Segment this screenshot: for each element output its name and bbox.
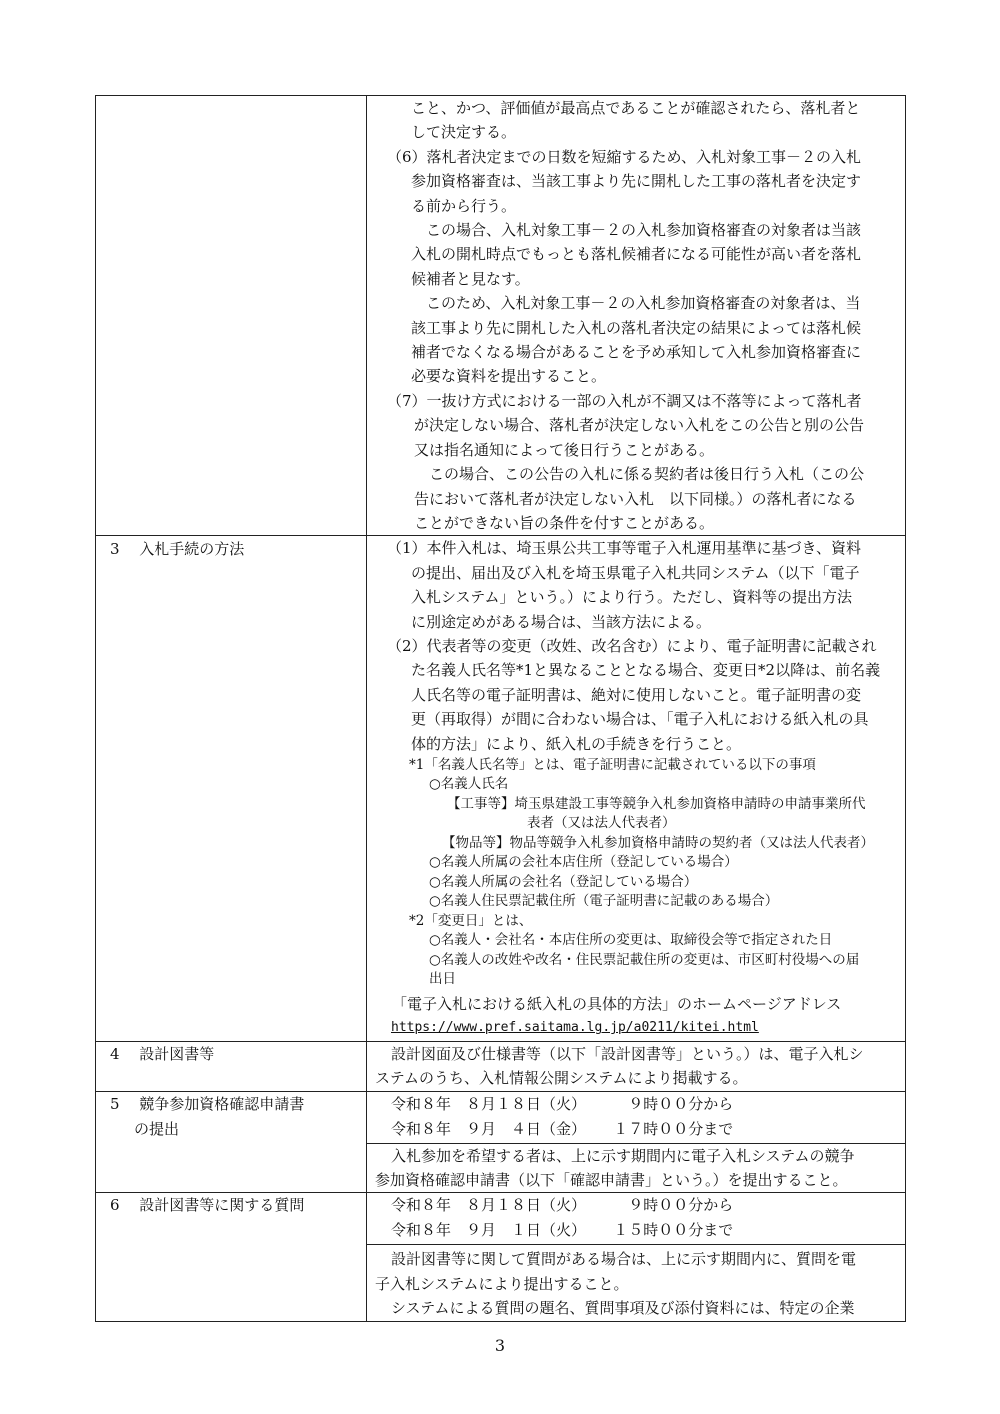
text-line: が決定しない場合、落札者が決定しない入札をこの公告と別の公告 <box>414 416 865 435</box>
row-label-empty <box>96 96 367 536</box>
text-line: この場合、この公告の入札に係る契約者は後日行う入札（この公 <box>429 465 865 484</box>
row-content <box>367 1193 906 1321</box>
row-label <box>96 1041 367 1091</box>
text-line: こと、かつ、評価値が最高点であることが確認されたら、落札者と <box>411 99 861 117</box>
row-content <box>367 1091 906 1193</box>
text-line: 参加資格確認申請書（以下「確認申請書」という。）を提出すること。 <box>375 1171 848 1189</box>
row-label <box>96 1193 367 1321</box>
section-4-label: 4 設計図書等 <box>110 1044 215 1063</box>
note-1-item: ○名義人所属の会社名（登記している場合） <box>429 873 698 890</box>
note-2-item: ○名義人・会社名・本店住所の変更は、取締役会等で指定された日 <box>429 932 833 949</box>
period-end: 令和８年 ９月 １日（火） １５時００分まで <box>391 1221 734 1240</box>
text-line: た名義人氏名等*1と異なることとなる場合、変更日*2以降は、前名義 <box>411 661 881 680</box>
period-end: 令和８年 ９月 ４日（金） １７時００分まで <box>391 1119 734 1138</box>
period-start: 令和８年 ８月１８日（火） ９時００分から <box>391 1196 734 1215</box>
note-1-item: 【物品等】物品等競争入札参加資格申請時の契約者（又は法人代表者） <box>442 834 874 851</box>
row-content <box>367 1041 906 1091</box>
item-6-head: （6）落札者決定までの日数を短縮するため、入札対象工事－２の入札 <box>387 147 861 166</box>
table-row <box>96 1193 906 1321</box>
text-line: この場合、入札対象工事－２の入札参加資格審査の対象者は当該 <box>426 221 862 240</box>
row-content <box>367 96 906 536</box>
table-row <box>96 1041 906 1091</box>
note-1-title: *1「名義人氏名等」とは、電子証明書に記載されている以下の事項 <box>409 756 816 773</box>
homepage-url-link[interactable]: https://www.pref.saitama.lg.jp/a0211/kitei.html <box>391 1020 759 1036</box>
text-line: 更（再取得）が間に合わない場合は、「電子入札における紙入札の具 <box>411 710 869 729</box>
note-1-item: 表者（又は法人代表者） <box>527 815 676 832</box>
text-line: 体的方法」により、紙入札の手続きを行うこと。 <box>411 734 742 753</box>
section-5-label: 5 競争参加資格確認申請書 <box>110 1094 305 1113</box>
text-line: 入札システム」という。）により行う。ただし、資料等の提出方法 <box>411 588 853 607</box>
table-row <box>96 536 906 1041</box>
text-line: 補者でなくなる場合があることを予め承知して入札参加資格審査に <box>411 343 862 362</box>
text-line: 該工事より先に開札した入札の落札者決定の結果によっては落札候 <box>411 318 862 337</box>
page-number: 3 <box>494 1336 506 1355</box>
note-1-item: 【工事等】埼玉県建設工事等競争入札参加資格申請時の申請事業所代 <box>447 795 866 812</box>
note-1-item: ○名義人所属の会社本店住所（登記している場合） <box>429 854 738 871</box>
note-1-item: ○名義人氏名 <box>429 776 509 793</box>
item-2-head: （2）代表者等の変更（改姓、改名含む）により、電子証明書に記載され <box>387 636 877 655</box>
note-2-item: 出日 <box>429 971 456 988</box>
text-line: 入札参加を希望する者は、上に示す期間内に電子入札システムの競争 <box>391 1146 855 1165</box>
text-line: 設計図書等に関して質問がある場合は、上に示す期間内に、質問を電 <box>391 1250 857 1269</box>
text-line: ステムのうち、入札情報公開システムにより掲載する。 <box>375 1069 748 1088</box>
table-row <box>96 1091 906 1193</box>
text-line: 候補者と見なす。 <box>411 269 530 288</box>
text-line: 告において落札者が決定しない入札 以下同様。）の落札者になる <box>414 489 857 508</box>
section-3-label: 3 入札手続の方法 <box>110 540 245 559</box>
row-label <box>96 536 367 1041</box>
table-row <box>96 96 906 536</box>
text-line: ことができない旨の条件を付すことがある。 <box>414 513 715 532</box>
row-content <box>367 536 906 1041</box>
text-line: して決定する。 <box>411 123 517 142</box>
section-6-label: 6 設計図書等に関する質問 <box>110 1196 305 1215</box>
note-1-item: ○名義人住民票記載住所（電子証明書に記載のある場合） <box>429 893 779 910</box>
item-1-head: （1）本件入札は、埼玉県公共工事等電子入札運用基準に基づき、資料 <box>387 539 861 558</box>
item-7-head: （7）一抜け方式における一部の入札が不調又は不落等によって落札者 <box>387 391 862 410</box>
text-line: の提出、届出及び入札を埼玉県電子入札共同システム（以下「電子 <box>411 563 860 582</box>
homepage-label: 「電子入札における紙入札の具体的方法」のホームページアドレス <box>392 994 842 1013</box>
section-5-label-cont: の提出 <box>134 1119 180 1138</box>
text-line: 参加資格審査は、当該工事より先に開札した工事の落札者を決定す <box>411 172 862 191</box>
text-line: 又は指名通知によって後日行うことがある。 <box>414 440 715 459</box>
content-table <box>95 95 906 1322</box>
row-label <box>96 1091 367 1193</box>
text-line: 入札の開札時点でもっとも落札候補者になる可能性が高い者を落札 <box>411 245 862 264</box>
period-start: 令和８年 ８月１８日（火） ９時００分から <box>391 1094 734 1113</box>
text-line: 人氏名等の電子証明書は、絶対に使用しないこと。電子証明書の変 <box>411 685 862 704</box>
text-line: 設計図面及び仕様書等（以下「設計図書等」という。）は、電子入札シ <box>391 1044 864 1063</box>
note-2-item: ○名義人の改姓や改名・住民票記載住所の変更は、市区町村役場への届 <box>429 951 860 968</box>
text-line: る前から行う。 <box>411 196 517 215</box>
text-line: に別途定めがある場合は、当該方法による。 <box>411 612 712 631</box>
text-line: このため、入札対象工事－２の入札参加資格審査の対象者は、当 <box>426 294 861 313</box>
text-line: 子入札システムにより提出すること。 <box>375 1274 629 1293</box>
text-line: 必要な資料を提出すること。 <box>411 367 607 386</box>
note-2-title: *2「変更日」とは、 <box>409 912 533 929</box>
text-line: システムによる質問の題名、質問事項及び添付資料には、特定の企業 <box>391 1299 855 1318</box>
